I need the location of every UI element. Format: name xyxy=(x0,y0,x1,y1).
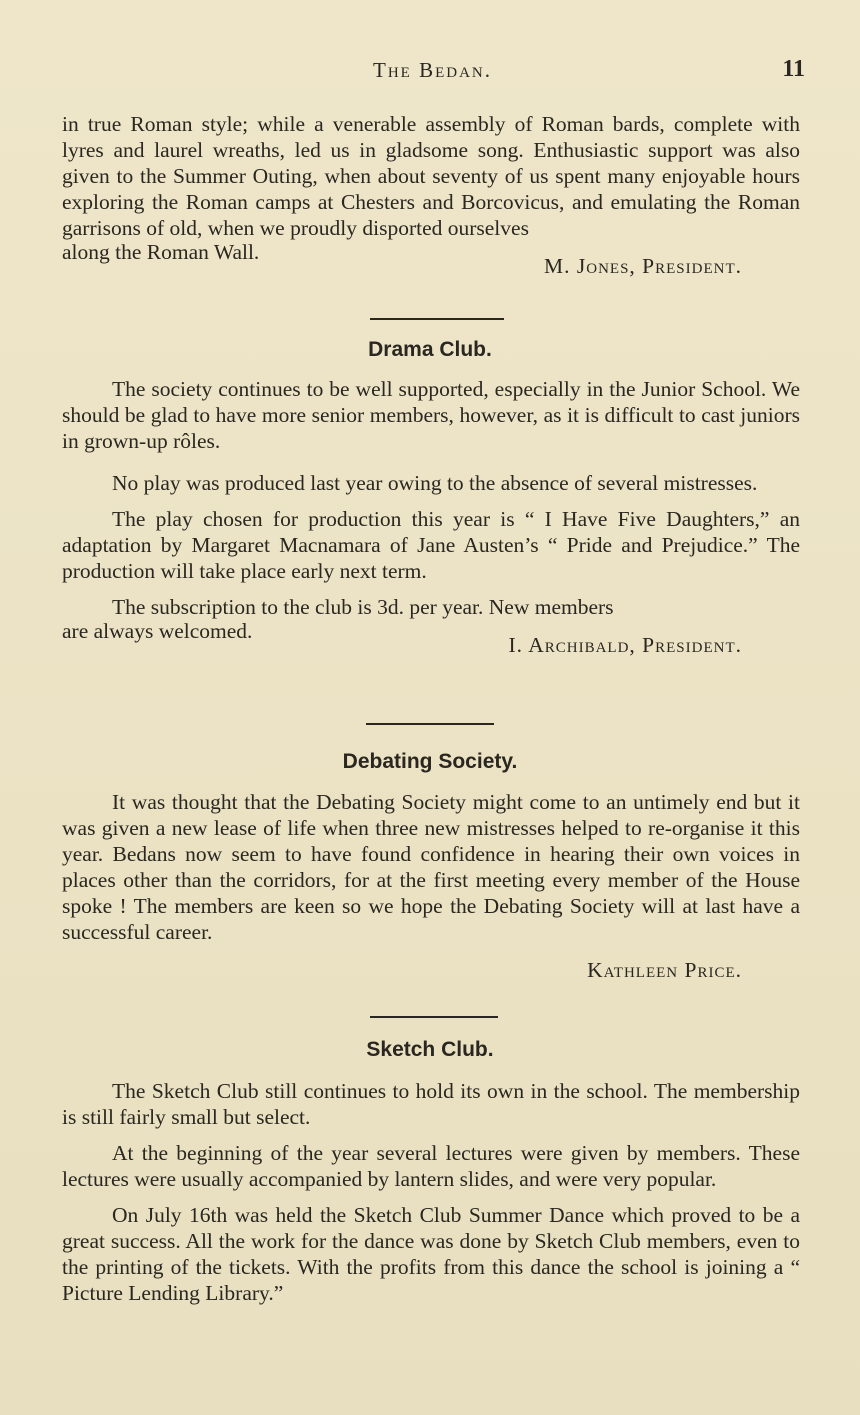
roman-signature-line xyxy=(62,240,800,278)
section-rule xyxy=(366,723,494,725)
drama-section xyxy=(62,376,800,657)
drama-signature: I. Archibald, President. xyxy=(508,633,742,657)
roman-last-line: along the Roman Wall. xyxy=(62,240,260,264)
sketch-paragraph-3: On July 16th was held the Sketch Club Summer Dance which proved to be a great success. All the work for the dance was done by Sketch Club members, even to the printing of the tickets. With the profits from this dance the school is joining a “ Picture Lending Library.” xyxy=(62,1203,800,1305)
debating-paragraph-1: It was thought that the Debating Society might come to an untimely end but it was given a new lease of life when three new mistresses helped to re-organise it this year. Bedans now seem to have found confidence in hearing their own voices in places other than the corridors, for at the first meeting every member of the House spoke ! The members are keen so we hope the Debating Society will at last have a successful career. xyxy=(62,790,800,944)
page-number: 11 xyxy=(782,56,805,82)
section-rule xyxy=(370,318,504,320)
drama-paragraph-1: The society continues to be well supported, especially in the Junior School. We should be glad to have more senior members, however, as it is difficult to cast juniors in grown-up rôles. xyxy=(62,377,800,453)
debating-signature: Kathleen Price. xyxy=(587,958,742,982)
debating-heading: Debating Society. xyxy=(342,750,518,773)
running-title: The Bedan. xyxy=(373,58,492,82)
drama-paragraph-3: The play chosen for production this year is “ I Have Five Daughters,” an adaptation by Margaret Macnamara of Jane Austen’s “ Pride and Prejudice.” The production will take place early next term. xyxy=(62,507,800,583)
roman-section xyxy=(62,111,800,278)
sketch-section xyxy=(62,1078,800,1316)
sketch-heading: Sketch Club. xyxy=(366,1038,494,1061)
sketch-paragraph-1: The Sketch Club still continues to hold its own in the school. The membership is still fairly small but select. xyxy=(62,1079,800,1129)
running-header xyxy=(60,58,805,90)
section-rule xyxy=(370,1016,498,1018)
roman-signature: M. Jones, President. xyxy=(544,254,742,278)
drama-heading: Drama Club. xyxy=(368,338,492,361)
drama-paragraph-2: No play was produced last year owing to the absence of several mistresses. xyxy=(112,471,758,495)
drama-paragraph-4: The subscription to the club is 3d. per year. New members xyxy=(112,595,614,619)
roman-paragraph: in true Roman style; while a venerable assembly of Roman bards, complete with lyres and laurel wreaths, led us in gladsome song. Enthusiastic support was also given to the Summer Outing, when about seventy of us spent many enjoyable hours exploring the Roman camps at Chesters and Borcovicus, and emulating the Roman garrisons of old, when we proudly disported ourselves xyxy=(62,112,800,240)
sketch-paragraph-2: At the beginning of the year several lectures were given by members. These lectures were usually accompanied by lantern slides, and were very popular. xyxy=(62,1141,800,1191)
debating-section xyxy=(62,789,800,983)
drama-last-line: are always welcomed. xyxy=(62,619,253,643)
drama-signature-line xyxy=(62,619,800,657)
